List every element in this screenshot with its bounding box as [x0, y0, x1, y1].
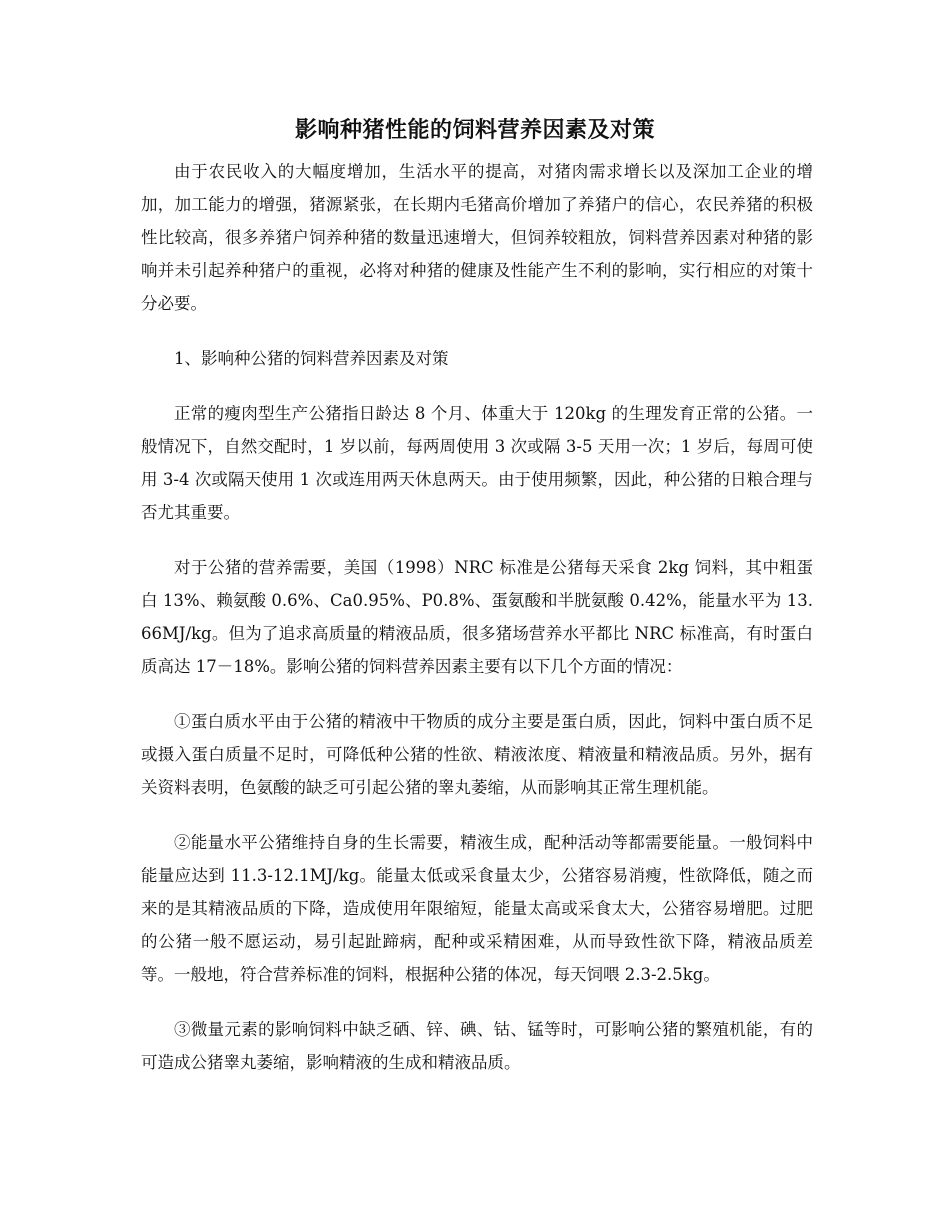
protein-level-paragraph: ①蛋白质水平由于公猪的精液中干物质的成分主要是蛋白质，因此，饲料中蛋白质不足或摄入蛋白质量不足时，可降低种公猪的性欲、精液浓度、精液量和精液品质。另外，据有关资料表明，色氨酸的缺乏可引起公猪的睾丸萎缩，从而影响其正常生理机能。	[141, 712, 813, 797]
document-body	[141, 155, 813, 1101]
document-title: 影响种猪性能的饲料营养因素及对策	[294, 117, 655, 143]
energy-level-paragraph: ②能量水平公猪维持自身的生长需要，精液生成，配种活动等都需要能量。一般饲料中能量应达到 11.3-12.1MJ/kg。能量太低或采食量太少，公猪容易消瘦，性欲降低，随之而来的是其精液品质的下降，造成使用年限缩短，能量太高或采食太大，公猪容易增肥。过肥的公猪一般不愿运动，易引起趾蹄病，配种或采精困难，从而导致性欲下降，精液品质差等。一般地，符合营养标准的饲料，根据种公猪的体况，每天饲喂 2.3-2.5kg。	[141, 833, 813, 984]
trace-elements-paragraph: ③微量元素的影响饲料中缺乏硒、锌、碘、钴、锰等时，可影响公猪的繁殖机能，有的可造成公猪睾丸萎缩，影响精液的生成和精液品质。	[141, 1020, 813, 1072]
boar-definition-paragraph: 正常的瘦肉型生产公猪指日龄达 8 个月、体重大于 120kg 的生理发育正常的公猪。一般情况下，自然交配时，1 岁以前，每两周使用 3 次或隔 3-5 天用一次；1 岁后，每周可使用 3-4 次或隔天使用 1 次或连用两天休息两天。由于使用频繁，因此，种公猪的日粮合理与否尤其重要。	[141, 404, 813, 522]
section-heading-boar: 1、影响种公猪的饲料营养因素及对策	[174, 349, 449, 368]
intro-paragraph: 由于农民收入的大幅度增加，生活水平的提高，对猪肉需求增长以及深加工企业的增加，加工能力的增强，猪源紧张，在长期内毛猪高价增加了养猪户的信心，农民养猪的积极性比较高，很多养猪户饲养种猪的数量迅速增大，但饲养较粗放，饲料营养因素对种猪的影响并未引起养种猪户的重视，必将对种猪的健康及性能产生不利的影响，实行相应的对策十分必要。	[141, 162, 813, 313]
nrc-standard-paragraph: 对于公猪的营养需要，美国（1998）NRC 标准是公猪每天采食 2kg 饲料，其中粗蛋白 13%、赖氨酸 0.6%、Ca0.95%、P0.8%、蛋氨酸和半胱氨酸 0.42%，能量水平为 13.66MJ/kg。但为了追求高质量的精液品质，很多猪场营养水平都比 NRC 标准高，有时蛋白质高达 17－18%。影响公猪的饲料营养因素主要有以下几个方面的情况：	[141, 558, 813, 676]
